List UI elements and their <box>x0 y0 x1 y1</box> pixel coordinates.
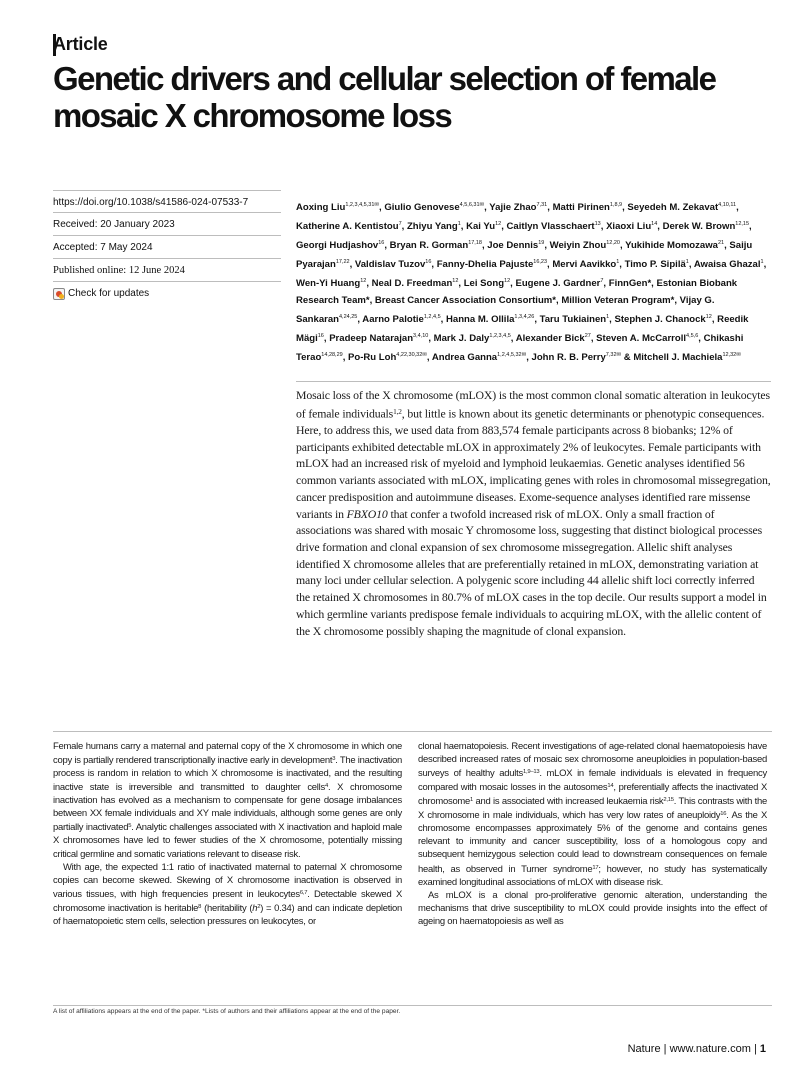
author-name[interactable]: Timo P. Sipilä <box>624 259 686 270</box>
author-affiliation-marker: 1,3,4,26 <box>514 314 535 320</box>
page-footer <box>628 1043 766 1055</box>
author-affiliation-marker: 16 <box>378 240 385 246</box>
author-name[interactable]: Po-Ru Loh <box>348 352 397 363</box>
author-name[interactable]: Aoxing Liu <box>296 202 346 213</box>
author-name[interactable]: Andrea Ganna <box>431 352 498 363</box>
author-affiliation-marker: 12,32✉ <box>722 352 741 358</box>
author-affiliation-marker: 7 <box>398 221 402 227</box>
body-paragraph: clonal haematopoiesis. Recent investigations of age-related clonal haematopoiesis have described increased rates of mosaic sex chromosome aneuploidies in population-based surveys of healthy adults$^{1,9-13}$. mLOX in female individuals is elevated in frequency compared with mosaic losses in the autosomes$^{14}$, preferentially affects the inactivated X chromosome$^1$ and is associated with increased leukaemia risk$^{2,15}$. This contrasts with the X chromosome in male individuals, which has very low rates of aneuploidy$^{16}$. As the X chromosome encompasses approximately 5% of the genome and contains genes relevant to immunity and cancer susceptibility, loss of a homologous copy and subsequent hemizygous selection could lead to downstream consequences on female health, as observed in Turner syndrome$^{17}$; however, no study has systematically examined longitudinal associations of mLOX with disease risk. <box>418 741 768 888</box>
author-name[interactable]: Reedik Mägi <box>296 314 749 344</box>
author-affiliation-marker: 7,31 <box>536 202 548 208</box>
author-affiliation-marker: 1,2,3,4,5,31✉ <box>345 202 379 208</box>
author-affiliation-marker: 4,5,6 <box>686 333 699 339</box>
author-affiliation-marker: 27 <box>584 333 591 339</box>
author-affiliation-marker: 21 <box>717 240 725 246</box>
author-name[interactable]: Derek W. Brown <box>662 221 736 232</box>
affiliations-footnote: A list of affiliations appears at the end of the paper. *Lists of authors and their affiliations appear at the end of the paper. <box>53 1008 401 1015</box>
footnote-rule <box>53 1005 772 1006</box>
body-paragraph: Female humans carry a maternal and paternal copy of the X chromosome in which one copy is partially rendered transcriptionally inactive early in development$^3$. The inactivation process is random in relation to which X chromosome is inactivated, and the resulting inactive state is irreversible and transmitted to daughter cells$^4$. X chromosome inactivation has evolved as a mechanism to compensate for gene dosage imbalances between XX female individuals and XY male individuals, although some genes are only partially inactivated$^5$. Analytic challenges associated with X inactivation and haploid male X chromosomes have led to fewer studies of the X chromosome, potentially missing critical germline and somatic variations relevant to disease risk. <box>53 741 402 860</box>
author-name[interactable]: Bryan R. Gorman <box>389 240 469 251</box>
author-name[interactable]: Seyedeh M. Zekavat <box>627 202 719 213</box>
author-name[interactable]: Joe Dennis <box>487 240 539 251</box>
check-for-updates-link[interactable] <box>53 282 281 305</box>
author-affiliation-marker: 1 <box>760 259 764 265</box>
author-name[interactable]: Estonian Biobank Research Team* <box>296 278 738 306</box>
author-name[interactable]: Hanna M. Ollila <box>445 314 515 325</box>
author-name[interactable]: Alexander Bick <box>515 333 585 344</box>
author-name[interactable]: Breast Cancer Association Consortium* <box>374 295 556 306</box>
author-name[interactable]: Weiyin Zhou <box>549 240 607 251</box>
author-name[interactable]: John R. B. Perry <box>531 352 606 363</box>
received-date: Received: 20 January 2023 <box>53 213 281 236</box>
author-name[interactable]: Georgi Hudjashov <box>296 240 379 251</box>
author-name[interactable]: Lei Song <box>463 278 505 289</box>
author-name[interactable]: Pradeep Natarajan <box>329 333 414 344</box>
abstract: Mosaic loss of the X chromosome (mLOX) is the most common clonal somatic alteration in leukocytes of female individuals$^{1,2}$, but little is known about its genetic determinants or phenotypic consequences. Here, to address this, we used data from 883,574 female participants across 8 biobanks; 12% of participants exhibited detectable mLOX in approximately 2% of leukocytes. Female participants with mLOX had an increased risk of myeloid and lymphoid leukaemias. Genetic analyses identified 56 common variants associated with mLOX, implicating genes with roles in chromosomal missegregation, cancer predisposition and autoimmune diseases. Exome-sequence analyses identified rare missense variants in FBXO10 that confer a twofold increased risk of mLOX. Only a small fraction of associations was shared with mosaic Y chromosome loss, suggesting that distinct biological processes drive formation and clonal expansion of sex chromosome missegregation. Allelic shift analyses identified X chromosome alleles that are preferentially retained in mLOX, demonstrating variation at many loci under cellular selection. A polygenic score including 44 allelic shift loci correctly inferred the retained X chromosomes in 80.7% of mLOX cases in the top decile. Our results support a model in which germline variants predispose female individuals to acquiring mLOX, with the allelic content of the X chromosome possibly shaping the magnitude of clonal expansion. <box>296 381 771 639</box>
author-name[interactable]: Kai Yu <box>466 221 496 232</box>
author-affiliation-marker: 7,32✉ <box>605 352 622 358</box>
body-column-right <box>418 740 767 928</box>
author-name[interactable]: Wen-Yi Huang <box>296 278 361 289</box>
author-affiliation-marker: 12,15 <box>735 221 750 227</box>
journal-website[interactable]: www.nature.com <box>669 1043 751 1055</box>
body-column-left <box>53 740 402 928</box>
author-name[interactable]: Zhiyu Yang <box>406 221 458 232</box>
author-list-text <box>741 347 742 348</box>
author-affiliation-marker: 1 <box>616 259 620 265</box>
author-name[interactable]: Vijay G. Sankaran <box>296 295 715 325</box>
author-name[interactable]: Mitchell J. Machiela <box>633 352 723 363</box>
footer-separator: | <box>753 1043 757 1055</box>
author-name[interactable]: Mervi Aavikko <box>552 259 617 270</box>
body-paragraph: With age, the expected 1:1 ratio of inactivated maternal to paternal X chromosome copies can become skewed. Skewing of X chromosome inactivation is observed in various tissues, with high frequencies present in leukocytes$^{6,7}$. Detectable skewed X chromosome inactivation is heritable$^8$ (heritability $(h^2) = 0.34$) and can indicate depletion of haematopoietic stem cells, selection pressures on leukocytes, or <box>53 861 402 927</box>
page-number: 1 <box>759 1043 766 1055</box>
author-name[interactable]: Saiju Pyarajan <box>296 240 753 270</box>
author-affiliation-marker: 19 <box>538 240 545 246</box>
published-date: Published online: 12 June 2024 <box>53 259 281 282</box>
journal-name: Nature <box>627 1043 661 1055</box>
author-affiliation-marker: 17,18 <box>468 240 482 246</box>
author-name[interactable]: Chikashi Terao <box>296 333 744 363</box>
author-affiliation-marker: 12 <box>452 278 459 284</box>
author-affiliation-marker: 7 <box>600 278 604 284</box>
author-affiliation-marker: 16 <box>317 333 324 339</box>
author-name[interactable]: Eugene J. Gardner <box>515 278 601 289</box>
author-name[interactable]: Taru Tukiainen <box>539 314 607 325</box>
paper-title: Genetic drivers and cellular selection of female mosaic X chromosome loss <box>53 60 716 134</box>
author-name[interactable]: Steven A. McCarroll <box>596 333 687 344</box>
author-affiliation-marker: 1 <box>457 221 461 227</box>
author-affiliation-marker: 3,4,10 <box>413 333 429 339</box>
author-name[interactable]: Xiaoxi Liu <box>606 221 652 232</box>
author-affiliation-marker: 12 <box>504 278 511 284</box>
author-name[interactable]: Awaisa Ghazal <box>693 259 761 270</box>
author-affiliation-marker: 12 <box>705 314 712 320</box>
author-affiliation-marker: 16,23 <box>533 259 548 265</box>
author-affiliation-marker: 4,22,30,32✉ <box>396 352 427 358</box>
check-for-updates-label: Check for updates <box>68 288 150 299</box>
author-name[interactable]: Caitlyn Vlasschaert <box>506 221 595 232</box>
author-name[interactable]: Yajie Zhao <box>489 202 537 213</box>
publication-metadata <box>53 190 281 305</box>
section-divider <box>53 731 772 732</box>
author-name[interactable]: Katherine A. Kentistou <box>296 221 399 232</box>
author-name[interactable]: Fanny-Dhelia Pajuste <box>436 259 534 270</box>
author-name[interactable]: Million Veteran Program* <box>561 295 675 306</box>
doi-link[interactable]: https://doi.org/10.1038/s41586-024-07533-7 <box>53 190 281 213</box>
author-list: Aoxing Liu$^{1,2,3,4,5,31✉}$, Giulio Genovese$^{4,5,6,31✉}$, Yajie Zhao$^{7,31}$, Matti Pirinen$^{1,8,9}$, Seyedeh M. Zekavat$^{4,10,11}$, Katherine A. Kentistou$^7$, Zhiyu Yang$^1$, Kai Yu$^{12}$, Caitlyn Vlasschaert$^{13}$, Xiaoxi Liu$^{14}$, Derek W. Brown$^{12,15}$, Georgi Hudjashov$^{16}$, Bryan R. Gorman$^{17,18}$, Joe Dennis$^{19}$, Weiyin Zhou$^{12,20}$, Yukihide Momozawa$^{21}$, Saiju Pyarajan$^{17,22}$, Valdislav Tuzov$^{16}$, Fanny-Dhelia Pajuste$^{16,23}$, Mervi Aavikko$^1$, Timo P. Sipilä$^1$, Awaisa Ghazal$^1$, Wen-Yi Huang$^{12}$, Neal D. Freedman$^{12}$, Lei Song$^{12}$, Eugene J. Gardner$^7$, FinnGen*, Estonian Biobank Research Team*, Breast Cancer Association Consortium*, Million Veteran Program*, Vijay G. Sankaran$^{4,24,25}$, Aarno Palotie$^{1,2,4,5}$, Hanna M. Ollila$^{1,3,4,26}$, Taru Tukiainen$^1$, Stephen J. Chanock$^{12}$, Reedik Mägi$^{16}$, Pradeep Natarajan$^{3,4,10}$, Mark J. Daly$^{1,2,3,4,5}$, Alexander Bick$^{27}$, Steven A. McCarroll$^{4,5,6}$, Chikashi Terao$^{14,28,29}$, Po-Ru Loh$^{4,22,30,32✉}$, Andrea Ganna$^{1,2,4,5,32✉}$, John R. B. Perry$^{7,32✉}$ & Mitchell J. Machiela$^{12,32✉}$ <box>296 202 767 363</box>
author-name[interactable]: Valdislav Tuzov <box>354 259 426 270</box>
author-affiliation-marker: 4,5,6,31✉ <box>459 202 485 208</box>
author-name[interactable]: Neal D. Freedman <box>371 278 453 289</box>
body-paragraph: As mLOX is a clonal pro-proliferative genomic alteration, understanding the mechanisms that drive susceptibility to mLOX could provide insights into the effect of ageing on haematopoiesis as well as <box>418 889 767 927</box>
author-affiliation-marker: 14 <box>651 221 658 227</box>
author-affiliation-marker: 1 <box>606 314 610 320</box>
author-affiliation-marker: 1,2,3,4,5 <box>489 333 511 339</box>
check-for-updates-icon <box>53 288 65 300</box>
author-affiliation-marker: 14,28,29 <box>321 352 343 358</box>
footer-separator: | <box>663 1043 667 1055</box>
author-affiliation-marker: 1 <box>685 259 689 265</box>
author-name[interactable]: Matti Pirinen <box>552 202 610 213</box>
author-affiliation-marker: 1,2,4,5,32✉ <box>497 352 527 358</box>
author-name[interactable]: Mark J. Daly <box>433 333 490 344</box>
author-affiliation-marker: 12 <box>360 278 367 284</box>
author-name[interactable]: Stephen J. Chanock <box>614 314 706 325</box>
accepted-date: Accepted: 7 May 2024 <box>53 236 281 259</box>
author-name[interactable]: Giulio Genovese <box>384 202 460 213</box>
author-affiliation-marker: 13 <box>594 221 601 227</box>
article-type-label: Article <box>53 34 108 54</box>
author-affiliation-marker: 16 <box>425 259 432 265</box>
author-affiliation-marker: 4,24,25 <box>338 314 358 320</box>
author-name[interactable]: FinnGen* <box>608 278 652 289</box>
author-affiliation-marker: 17,22 <box>335 259 350 265</box>
author-name[interactable]: Aarno Palotie <box>362 314 424 325</box>
author-affiliation-marker: 4,10,11 <box>718 202 737 208</box>
author-affiliation-marker: 1,2,4,5 <box>423 314 441 320</box>
author-name[interactable]: Yukihide Momozawa <box>625 240 718 251</box>
author-affiliation-marker: 12,20 <box>606 240 620 246</box>
author-affiliation-marker: 12 <box>495 221 502 227</box>
author-affiliation-marker: 1,8,9 <box>609 202 623 208</box>
